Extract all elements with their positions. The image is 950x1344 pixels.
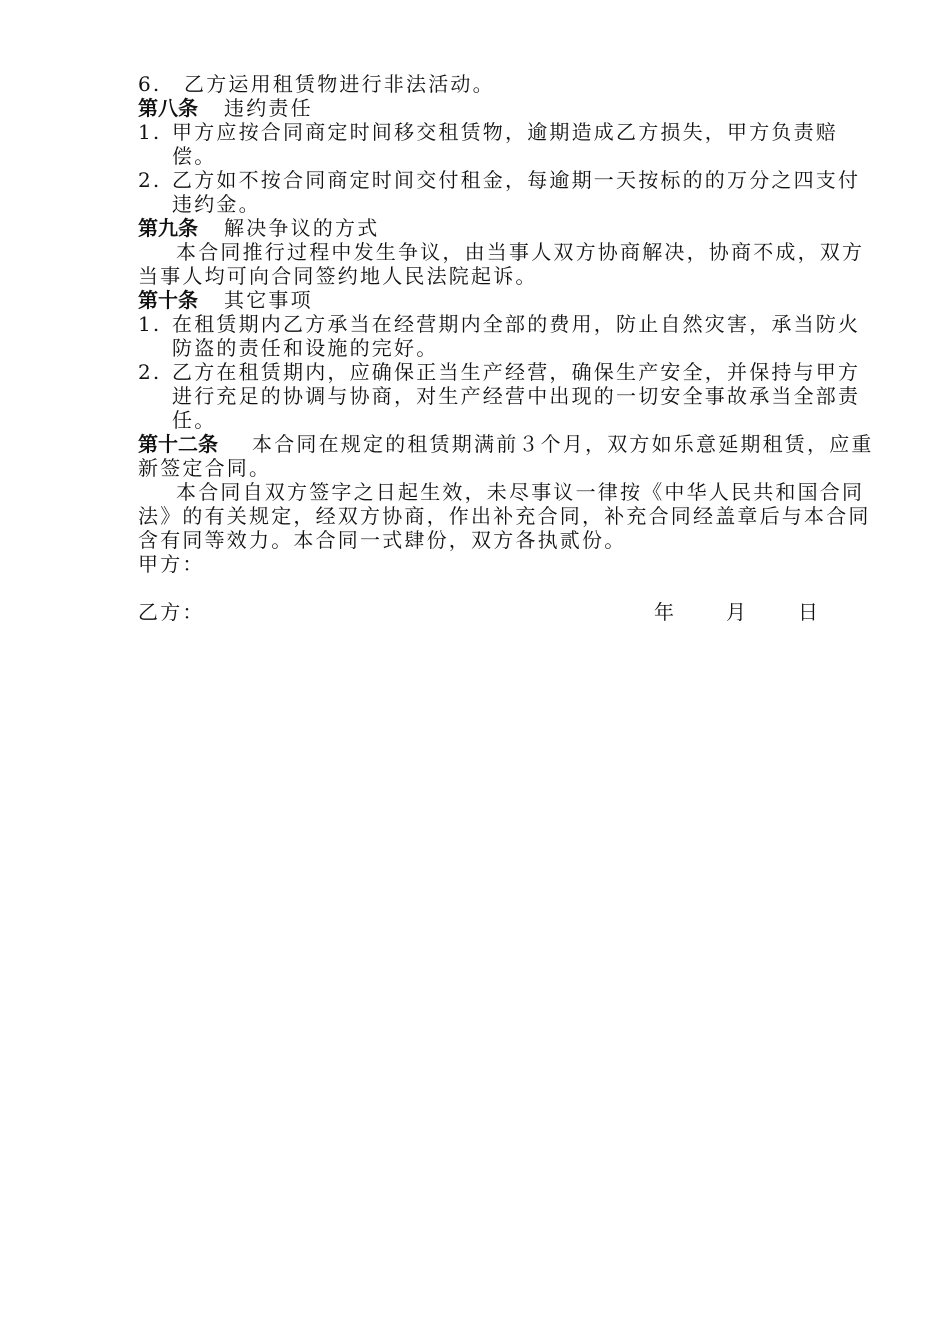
list-item	[138, 360, 880, 432]
party-b-label: 乙方：	[138, 600, 205, 624]
item-number: 1.	[138, 120, 162, 144]
article-title: 第十条	[138, 288, 198, 312]
article-9-paragraph: 本合同推行过程中发生争议，由当事人双方协商解决，协商不成，双方当事人均可向合同签约地人民法院起诉。	[138, 240, 865, 288]
article-12-text: 本合同在规定的租赁期满前３个月，双方如乐意延期租赁，应重新签定合同。	[138, 432, 874, 480]
item-text: 乙方在租赁期内，应确保正当生产经营，确保生产安全，并保持与甲方进行充足的协调与协商，对生产经营中出现的一切安全事故承当全部责任。	[172, 360, 861, 432]
item-number: 1.	[138, 312, 162, 336]
party-a-row	[138, 552, 880, 576]
item-text: 乙方运用租赁物进行非法活动。	[184, 72, 495, 96]
contract-page	[138, 72, 880, 624]
item-text: 在租赁期内乙方承当在经营期内全部的费用，防止自然灾害，承当防火防盗的责任和设施的完好。	[172, 312, 861, 360]
date-month: 月	[726, 600, 749, 624]
date-year: 年	[654, 600, 677, 624]
article-heading: 违约责任	[224, 96, 313, 120]
article-title: 第八条	[138, 96, 198, 120]
article-12	[138, 432, 880, 480]
closing-paragraph: 本合同自双方签字之日起生效，未尽事议一律按《中华人民共和国合同法》的有关规定，经双方协商，作出补充合同，补充合同经盖章后与本合同含有同等效力。本合同一式肆份，双方各执贰份。	[138, 480, 871, 552]
article-title: 第九条	[138, 216, 198, 240]
date-day: 日	[798, 600, 821, 624]
list-item	[138, 312, 880, 360]
article-9-heading	[138, 216, 880, 240]
item-text: 甲方应按合同商定时间移交租赁物，逾期造成乙方损失，甲方负责赔偿。	[172, 120, 838, 168]
list-item	[138, 120, 880, 168]
list-item	[138, 168, 880, 216]
article-title: 第十二条	[138, 432, 218, 456]
item-number: 6.	[138, 72, 162, 96]
party-a-label: 甲方：	[138, 552, 205, 576]
list-item	[138, 72, 880, 96]
article-heading: 其它事项	[224, 288, 313, 312]
party-b-row	[138, 600, 880, 624]
item-number: 2.	[138, 168, 162, 192]
article-heading: 解决争议的方式	[224, 216, 380, 240]
signature-block	[138, 552, 880, 624]
article-10-heading	[138, 288, 880, 312]
item-text: 乙方如不按合同商定时间交付租金，每逾期一天按标的的万分之四支付违约金。	[172, 168, 861, 216]
article-8-heading	[138, 96, 880, 120]
item-number: 2.	[138, 360, 162, 384]
